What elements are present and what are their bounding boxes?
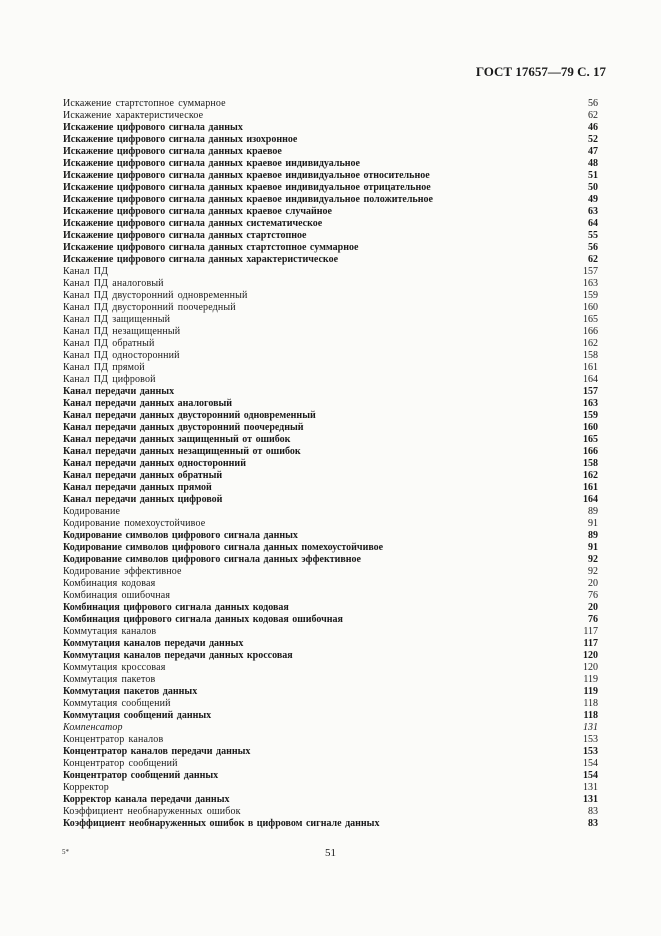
index-page-ref: 49	[588, 194, 598, 205]
index-entry	[63, 134, 598, 146]
index-term: Канал ПД двусторонний поочередный	[63, 302, 236, 313]
index-entry	[63, 686, 598, 698]
index-entry	[63, 566, 598, 578]
index-term: Кодирование эффективное	[63, 566, 182, 577]
index-entry	[63, 434, 598, 446]
index-entry	[63, 746, 598, 758]
index-page-ref: 158	[583, 458, 598, 469]
page-header: ГОСТ 17657—79 С. 17	[475, 64, 606, 79]
index-term: Канал ПД незащищенный	[63, 326, 181, 337]
index-entry	[63, 626, 598, 638]
index-page-ref: 120	[583, 650, 598, 661]
index-term: Искажение цифрового сигнала данных	[63, 122, 243, 133]
index-page-ref: 157	[583, 386, 598, 397]
index-entry	[63, 758, 598, 770]
index-page-ref: 62	[588, 254, 598, 265]
index-term: Канал передачи данных аналоговый	[63, 398, 233, 409]
index-page-ref: 89	[588, 506, 598, 517]
footer-page-number: 51	[325, 847, 336, 859]
index-page-ref: 118	[583, 710, 598, 721]
index-page-ref: 153	[583, 746, 598, 757]
index-entry	[63, 314, 598, 326]
index-entry	[63, 98, 598, 110]
index-page-ref: 165	[583, 314, 598, 325]
index-entry	[63, 734, 598, 746]
index-page-ref: 162	[583, 338, 598, 349]
index-page-ref: 131	[583, 794, 598, 805]
index-term: Кодирование помехоустойчивое	[63, 518, 206, 529]
index-term: Искажение стартстопное суммарное	[63, 98, 226, 109]
index-page-ref: 158	[583, 350, 598, 361]
index-term: Коммутация каналов передачи данных кроссовая	[63, 650, 293, 661]
index-page-ref: 159	[583, 290, 598, 301]
index-term: Компенсатор	[63, 722, 123, 733]
alphabetical-index	[63, 98, 598, 830]
index-entry	[63, 350, 598, 362]
index-term: Кодирование символов цифрового сигнала данных	[63, 530, 298, 541]
index-entry	[63, 158, 598, 170]
index-term: Канал передачи данных прямой	[63, 482, 212, 493]
index-term: Канал передачи данных незащищенный от ошибок	[63, 446, 301, 457]
index-term: Канал ПД цифровой	[63, 374, 156, 385]
index-term: Коммутация сообщений	[63, 698, 171, 709]
index-term: Концентратор сообщений данных	[63, 770, 219, 781]
index-page-ref: 163	[583, 278, 598, 289]
index-entry	[63, 230, 598, 242]
index-term: Коммутация пакетов	[63, 674, 156, 685]
index-entry	[63, 170, 598, 182]
index-page-ref: 154	[583, 758, 598, 769]
index-entry	[63, 302, 598, 314]
index-entry	[63, 638, 598, 650]
index-term: Кодирование	[63, 506, 121, 517]
index-term: Искажение цифрового сигнала данных краевое индивидуальное	[63, 158, 360, 169]
index-entry	[63, 494, 598, 506]
index-page-ref: 119	[583, 674, 598, 685]
index-term: Концентратор каналов передачи данных	[63, 746, 251, 757]
index-entry	[63, 650, 598, 662]
index-entry	[63, 338, 598, 350]
index-term: Канал передачи данных односторонний	[63, 458, 246, 469]
index-page-ref: 20	[588, 578, 598, 589]
index-page-ref: 166	[583, 446, 598, 457]
index-entry	[63, 578, 598, 590]
index-entry	[63, 662, 598, 674]
index-page-ref: 89	[588, 530, 598, 541]
index-term: Канал ПД прямой	[63, 362, 145, 373]
index-entry	[63, 542, 598, 554]
index-term: Канал ПД защищенный	[63, 314, 171, 325]
index-entry	[63, 506, 598, 518]
index-page-ref: 165	[583, 434, 598, 445]
index-entry	[63, 590, 598, 602]
index-page-ref: 20	[588, 602, 598, 613]
index-term: Искажение характеристическое	[63, 110, 204, 121]
index-page-ref: 46	[588, 122, 598, 133]
index-term: Коммутация сообщений данных	[63, 710, 212, 721]
index-term: Искажение цифрового сигнала данных краевое индивидуальное отрицательное	[63, 182, 431, 193]
index-page-ref: 120	[583, 662, 598, 673]
index-page-ref: 159	[583, 410, 598, 421]
index-term: Корректор канала передачи данных	[63, 794, 230, 805]
index-term: Коммутация каналов	[63, 626, 157, 637]
index-page-ref: 160	[583, 422, 598, 433]
index-term: Искажение цифрового сигнала данных изохронное	[63, 134, 298, 145]
index-entry	[63, 518, 598, 530]
index-page-ref: 161	[583, 362, 598, 373]
index-page-ref: 92	[588, 554, 598, 565]
index-page-ref: 51	[588, 170, 598, 181]
index-term: Канал передачи данных	[63, 386, 175, 397]
index-page-ref: 160	[583, 302, 598, 313]
index-entry	[63, 446, 598, 458]
index-term: Канал передачи данных двусторонний поочередный	[63, 422, 304, 433]
index-page-ref: 162	[583, 470, 598, 481]
index-entry	[63, 554, 598, 566]
footer-signature-mark: 5*	[62, 848, 69, 856]
index-entry	[63, 410, 598, 422]
index-entry	[63, 458, 598, 470]
index-term: Канал передачи данных обратный	[63, 470, 223, 481]
index-entry	[63, 782, 598, 794]
index-entry	[63, 398, 598, 410]
index-term: Кодирование символов цифрового сигнала данных эффективное	[63, 554, 361, 565]
index-page-ref: 118	[583, 698, 598, 709]
index-page-ref: 153	[583, 734, 598, 745]
index-term: Искажение цифрового сигнала данных краевое случайное	[63, 206, 332, 217]
index-term: Канал ПД	[63, 266, 109, 277]
index-page-ref: 119	[583, 686, 598, 697]
index-entry	[63, 266, 598, 278]
index-term: Искажение цифрового сигнала данных систематическое	[63, 218, 323, 229]
index-page-ref: 48	[588, 158, 598, 169]
index-page-ref: 117	[583, 626, 598, 637]
index-page-ref: 161	[583, 482, 598, 493]
index-term: Комбинация цифрового сигнала данных кодовая ошибочная	[63, 614, 343, 625]
index-term: Канал передачи данных защищенный от ошибок	[63, 434, 291, 445]
index-entry	[63, 770, 598, 782]
index-page-ref: 91	[588, 518, 598, 529]
index-page-ref: 164	[583, 494, 598, 505]
index-entry	[63, 614, 598, 626]
index-page-ref: 63	[588, 206, 598, 217]
index-page-ref: 166	[583, 326, 598, 337]
index-page-ref: 52	[588, 134, 598, 145]
index-page-ref: 56	[588, 98, 598, 109]
index-page-ref: 157	[583, 266, 598, 277]
index-term: Искажение цифрового сигнала данных стартстопное суммарное	[63, 242, 359, 253]
index-entry	[63, 470, 598, 482]
index-entry	[63, 818, 598, 830]
index-page-ref: 76	[588, 590, 598, 601]
index-entry	[63, 110, 598, 122]
index-term: Коммутация пакетов данных	[63, 686, 198, 697]
index-page-ref: 83	[588, 806, 598, 817]
index-page-ref: 56	[588, 242, 598, 253]
index-term: Искажение цифрового сигнала данных характеристическое	[63, 254, 339, 265]
index-term: Коммутация кроссовая	[63, 662, 166, 673]
index-term: Искажение цифрового сигнала данных стартстопное	[63, 230, 307, 241]
index-page-ref: 62	[588, 110, 598, 121]
index-page-ref: 47	[588, 146, 598, 157]
index-term: Комбинация кодовая	[63, 578, 156, 589]
index-entry	[63, 602, 598, 614]
index-term: Кодирование символов цифрового сигнала данных помехоустойчивое	[63, 542, 384, 553]
index-page-ref: 163	[583, 398, 598, 409]
index-page-ref: 131	[583, 722, 598, 733]
index-entry	[63, 218, 598, 230]
index-term: Коэффициент необнаруженных ошибок в цифровом сигнале данных	[63, 818, 380, 829]
index-page-ref: 50	[588, 182, 598, 193]
index-term: Коэффициент необнаруженных ошибок	[63, 806, 241, 817]
index-page-ref: 164	[583, 374, 598, 385]
index-term: Комбинация цифрового сигнала данных кодовая	[63, 602, 289, 613]
index-entry	[63, 146, 598, 158]
index-term: Комбинация ошибочная	[63, 590, 171, 601]
index-term: Канал передачи данных цифровой	[63, 494, 223, 505]
index-term: Коммутация каналов передачи данных	[63, 638, 244, 649]
index-page-ref: 76	[588, 614, 598, 625]
index-entry	[63, 386, 598, 398]
index-entry	[63, 326, 598, 338]
index-term: Искажение цифрового сигнала данных краевое индивидуальное положительное	[63, 194, 433, 205]
index-entry	[63, 278, 598, 290]
index-entry	[63, 290, 598, 302]
index-term: Канал передачи данных двусторонний одновременный	[63, 410, 316, 421]
index-entry	[63, 722, 598, 734]
index-page-ref: 91	[588, 542, 598, 553]
index-entry	[63, 794, 598, 806]
index-entry	[63, 530, 598, 542]
index-entry	[63, 122, 598, 134]
index-entry	[63, 362, 598, 374]
index-entry	[63, 422, 598, 434]
index-entry	[63, 482, 598, 494]
index-term: Канал ПД двусторонний одновременный	[63, 290, 248, 301]
index-term: Искажение цифрового сигнала данных краевое индивидуальное относительное	[63, 170, 430, 181]
index-page-ref: 92	[588, 566, 598, 577]
index-page-ref: 55	[588, 230, 598, 241]
index-entry	[63, 254, 598, 266]
index-entry	[63, 806, 598, 818]
index-page-ref: 117	[583, 638, 598, 649]
index-entry	[63, 374, 598, 386]
index-term: Концентратор сообщений	[63, 758, 178, 769]
index-page-ref: 131	[583, 782, 598, 793]
index-entry	[63, 242, 598, 254]
index-term: Канал ПД аналоговый	[63, 278, 164, 289]
index-term: Искажение цифрового сигнала данных краевое	[63, 146, 282, 157]
index-term: Концентратор каналов	[63, 734, 164, 745]
index-entry	[63, 194, 598, 206]
index-term: Канал ПД односторонний	[63, 350, 180, 361]
index-entry	[63, 710, 598, 722]
index-entry	[63, 182, 598, 194]
index-term: Корректор	[63, 782, 109, 793]
index-entry	[63, 206, 598, 218]
index-term: Канал ПД обратный	[63, 338, 155, 349]
index-entry	[63, 674, 598, 686]
index-entry	[63, 698, 598, 710]
index-page-ref: 154	[583, 770, 598, 781]
index-page-ref: 83	[588, 818, 598, 829]
index-page-ref: 64	[588, 218, 598, 229]
